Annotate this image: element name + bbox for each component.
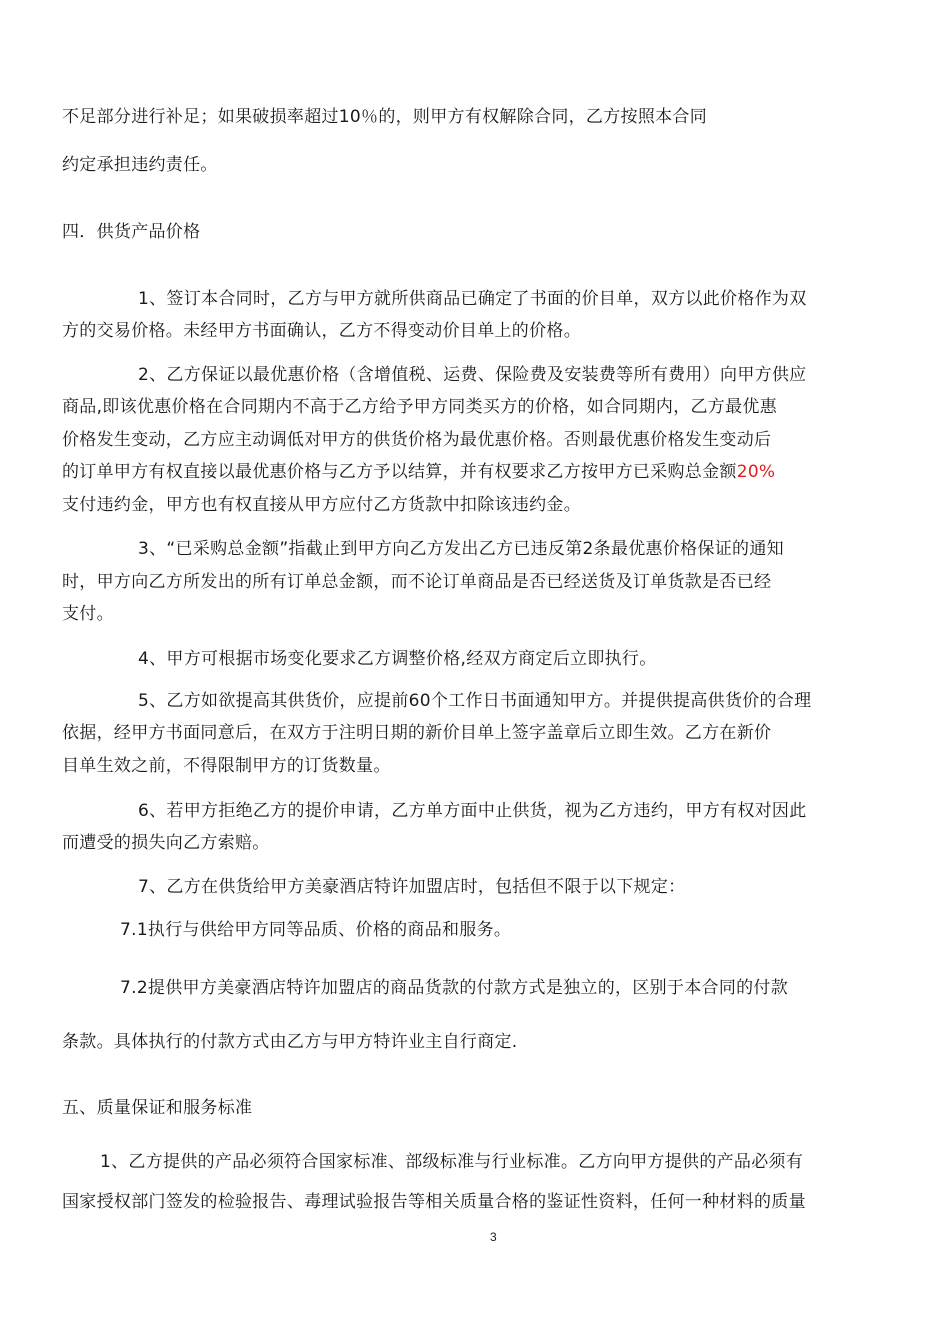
paragraph-line: 7.2提供甲方美豪酒店特许加盟店的商品货款的付款方式是独立的，区别于本合同的付款 <box>120 978 789 998</box>
paragraph-line: 支付。 <box>62 604 114 624</box>
paragraph-line: 2、乙方保证以最优惠价格（含增值税、运费、保险费及安装费等所有费用）向甲方供应 <box>138 365 807 385</box>
paragraph-line: 时，甲方向乙方所发出的所有订单总金额，而不论订单商品是否已经送货及订单货款是否已经 <box>62 572 772 592</box>
paragraph-line: 支付违约金，甲方也有权直接从甲方应付乙方货款中扣除该违约金。 <box>62 495 581 515</box>
paragraph-line <box>62 461 775 483</box>
paragraph-line: 目单生效之前，不得限制甲方的订货数量。 <box>62 756 391 776</box>
paragraph-line: 6、若甲方拒绝乙方的提价申请，乙方单方面中止供货，视为乙方违约，甲方有权对因此 <box>138 801 807 821</box>
paragraph-line: 依据，经甲方书面同意后，在双方于注明日期的新价目单上签字盖章后立即生效。乙方在新价 <box>62 723 772 743</box>
paragraph-line: 7.1执行与供给甲方同等品质、价格的商品和服务。 <box>120 920 512 940</box>
paragraph-line: 不足部分进行补足；如果破损率超过10％的，则甲方有权解除合同，乙方按照本合同 <box>62 107 708 127</box>
paragraph-line: 而遭受的损失向乙方索赔。 <box>62 833 270 853</box>
section-heading: 五、质量保证和服务标准 <box>62 1098 253 1118</box>
paragraph-line: 1、签订本合同时，乙方与甲方就所供商品已确定了书面的价目单，双方以此价格作为双 <box>138 289 807 309</box>
highlight-percentage: 20% <box>736 462 776 482</box>
section-heading: 四．供货产品价格 <box>62 222 201 242</box>
paragraph-line: 方的交易价格。未经甲方书面确认，乙方不得变动价目单上的价格。 <box>62 321 581 341</box>
paragraph-line: 3、“已采购总金额”指截止到甲方向乙方发出乙方已违反第2条最优惠价格保证的通知 <box>138 539 784 559</box>
paragraph-line: 约定承担违约责任。 <box>62 155 218 175</box>
paragraph-line: 7、乙方在供货给甲方美豪酒店特许加盟店时，包括但不限于以下规定： <box>138 877 686 897</box>
paragraph-line: 4、甲方可根据市场变化要求乙方调整价格,经双方商定后立即执行。 <box>138 649 657 669</box>
paragraph-line: 价格发生变动，乙方应主动调低对甲方的供货价格为最优惠价格。否则最优惠价格发生变动后 <box>62 430 772 450</box>
paragraph-line: 5、乙方如欲提高其供货价，应提前60个工作日书面通知甲方。并提供提高供货价的合理 <box>138 691 812 711</box>
paragraph-line: 条款。具体执行的付款方式由乙方与甲方特许业主自行商定. <box>62 1032 518 1052</box>
page-number: 3 <box>490 1230 497 1244</box>
paragraph-line: 1、乙方提供的产品必须符合国家标准、部级标准与行业标准。乙方向甲方提供的产品必须有 <box>100 1152 804 1172</box>
paragraph-line: 国家授权部门签发的检验报告、毒理试验报告等相关质量合格的鉴证性资料，任何一种材料的质量 <box>62 1192 806 1212</box>
paragraph-text: 的订单甲方有权直接以最优惠价格与乙方予以结算，并有权要求乙方按甲方已采购总金额 <box>62 462 737 482</box>
paragraph-line: 商品,即该优惠价格在合同期内不高于乙方给予甲方同类买方的价格，如合同期内，乙方最优惠 <box>62 397 778 417</box>
